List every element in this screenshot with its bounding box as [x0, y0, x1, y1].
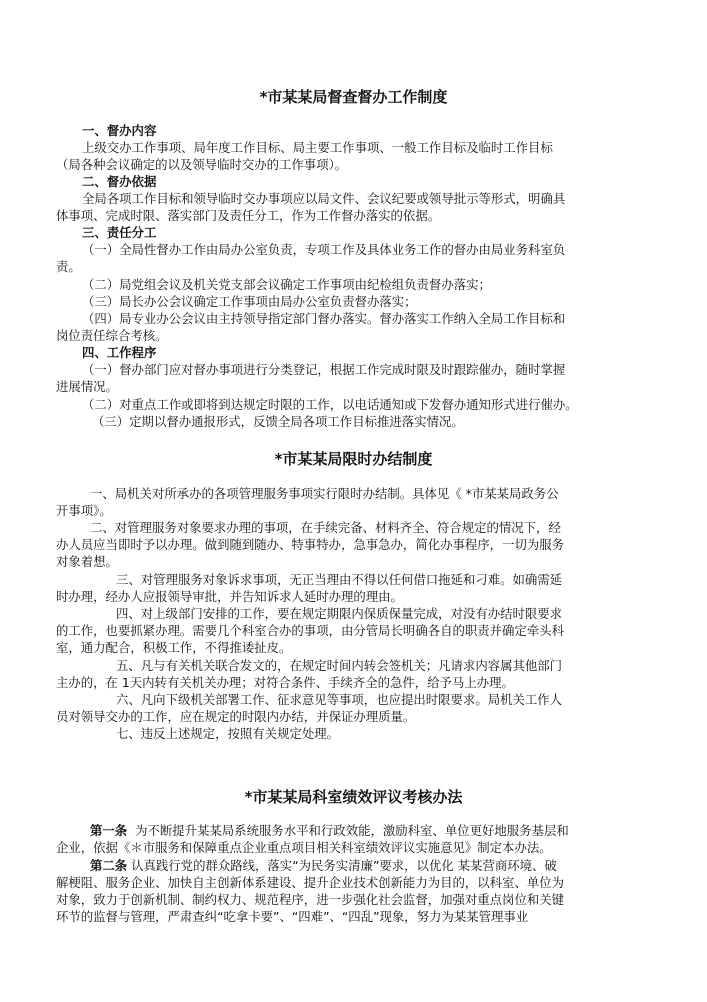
s3-article1-line [90, 822, 569, 839]
section2-title: *市某某局限时办结制度 [274, 450, 433, 468]
s1-line: 进展情况。 [56, 379, 118, 394]
s1-line: （二）对重点工作或即将到达规定时限的工作，以电话通知或下发督办通知形式进行催办。 [82, 397, 578, 412]
s2-line: 主办的，在 1天内转有关机关办理；对符合条件、手续齐全的急件，给予马上办理。 [56, 675, 514, 690]
s1-heading-responsibility: 三、责任分工 [82, 225, 157, 240]
s1-line: 体事项、完成时限、落实部门及责任分工，作为工作督办落实的依据。 [56, 208, 441, 223]
section3-title: *市某某局科室绩效评议考核办法 [244, 788, 463, 806]
s1-heading-procedure: 四、工作程序 [82, 345, 157, 360]
s3-article2-line [90, 857, 557, 874]
s1-line: （一）全局性督办工作由局办公室负责，专项工作及具体业务工作的督办由局业务科室负 [82, 242, 566, 257]
s2-line: 七、违反上述规定，按照有关规定处理。 [116, 726, 340, 741]
s1-heading-content: 一、督办内容 [82, 123, 157, 138]
s2-line: 三、对管理服务对象诉求事项，无正当理由不得以任何借口拖延和刁难。如确需延 [116, 572, 563, 587]
article2-text: 认真践行党的群众路线，落实“为民务实清廉”要求，以优化 某某营商环境、破 [131, 858, 557, 873]
article2-label: 第二条 [90, 858, 128, 873]
s2-line: 开事项》。 [56, 503, 112, 518]
s1-line: 责。 [56, 259, 81, 274]
section1-title: *市某某局督查督办工作制度 [259, 88, 448, 106]
s2-line: 员对领导交办的工作，应在规定的时限内办结，并保证办理质量。 [56, 709, 416, 724]
s1-line: （局各种会议确定的以及领导临时交办的工作事项）。 [56, 157, 348, 172]
s1-line: （一）督办部门应对督办事项进行分类登记，根据工作完成时限及时跟踪催办，随时掌握 [82, 362, 566, 377]
s2-line: 的工作，也要抓紧办理。需要几个科室合办的事项，由分管局长明确各自的职责并确定牵头科 [56, 623, 565, 638]
s1-line: 岗位责任综合考核。 [56, 328, 168, 343]
s2-line: 五、凡与有关机关联合发文的，在规定时间内转会签机关；凡请求内容属其他部门 [116, 658, 563, 673]
s1-heading-basis: 二、督办依据 [82, 174, 157, 189]
s1-line: （四）局专业办公会议由主持领导指定部门督办落实。督办落实工作纳入全局工作目标和 [82, 311, 566, 326]
s3-line: 企业，依据《＊市服务和保障重点企业重点项目相关科室绩效评议实施意见》制定本办法。 [56, 840, 552, 855]
s1-line: （二）局党组会议及机关党支部会议确定工作事项由纪检组负责督办落实； [82, 277, 491, 292]
s2-line: 四、对上级部门安排的工作，要在规定期限内保质保量完成，对没有办结时限要求 [116, 606, 563, 621]
s1-line: 上级交办工作事项、局年度工作目标、局主要工作事项、一般工作目标及临时工作目标 [82, 140, 553, 155]
article1-text: 为不断提升某某局系统服务水平和行政效能，激励科室、单位更好地服务基层和 [135, 823, 569, 838]
s2-line: 六、凡向下级机关部署工作、征求意见等事项，也应提出时限要求。局机关工作人 [116, 692, 563, 707]
s2-line: 对象着想。 [56, 554, 118, 569]
s1-line: 全局各项工作目标和领导临时交办事项应以局文件、会议纪要或领导批示等形式，明确具 [82, 191, 566, 206]
s3-line: 环节的监督与管理，严肃查纠“吃拿卡要”、“四难”、“四乱”现象，努力为某某管理事业 [56, 909, 529, 924]
s1-line: （三）局长办公会议确定工作事项由局办公室负责督办落实； [82, 294, 417, 309]
s2-line: 一、局机关对所承办的各项管理服务事项实行限时办结制。具体见《 *市某某局政务公 [90, 486, 559, 501]
s2-line: 二、对管理服务对象要求办理的事项，在手续完备、材料齐全、符合规定的情况下，经 [90, 520, 561, 535]
s2-line: 室，通力配合，积极工作，不得推诿扯皮。 [56, 640, 292, 655]
s3-line: 对象，致力于创新机制、制约权力、规范程序，进一步强化社会监督，加强对重点岗位和关键 [56, 892, 565, 907]
s2-line: 时办理，经办人应报领导审批，并告知诉求人延时办理的理由。 [56, 589, 403, 604]
s3-line: 解梗阻、服务企业、加快自主创新体系建设、提升企业技术创新能力为目的，以科室、单位为 [56, 875, 565, 890]
s1-line: （三）定期以督办通报形式，反馈全局各项工作目标推进落实情况。 [92, 414, 464, 429]
article1-label: 第一条 [90, 823, 128, 838]
s2-line: 办人员应当即时予以办理。做到随到随办、特事特办，急事急办，简化办事程序，一切为服务 [56, 537, 565, 552]
